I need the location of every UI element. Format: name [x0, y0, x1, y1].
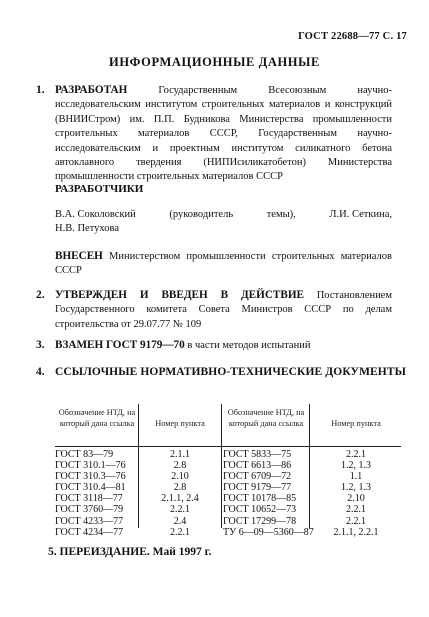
column-header-doc: Обозначение НТД, на который дана ссылка: [58, 408, 136, 428]
introduced-body: Министерством промышленности строительных материалов СССР: [55, 251, 392, 277]
table-cell: ГОСТ 5833—75: [223, 449, 292, 460]
column-header-doc: Обозначение НТД, на который дана ссылка: [227, 408, 305, 428]
table-cell: ГОСТ 6613—86: [223, 460, 292, 472]
section-3-text: [55, 338, 392, 353]
table-cell: ГОСТ 3118—77: [55, 493, 123, 505]
section-2-number: 2.: [36, 289, 45, 301]
developers-title: РАЗРАБОТЧИКИ: [55, 183, 144, 195]
section-1-body: Государственным Всесоюзным научно-исследовательским институтом строительных материалов и конструкций (ВНИИСтром) им. П.П. Будникова Министерства промышленности строительных материалов СССР, Государственным научно-исследовательским и проектным институтом силикатного бетона автоклавного твердения (НИПИсиликатобетон) Министерства промышленности строительных материалов СССР: [55, 85, 392, 183]
table-cell: ГОСТ 83—79: [55, 449, 114, 460]
section-2-body: Постановлением Государственного комитета Совета Министров СССР по делам строительства от 29.07.77 № 109: [55, 290, 392, 330]
table-cell: 1.2, 1.3: [341, 460, 371, 472]
introduced-lead: ВНЕСЕН: [55, 250, 103, 262]
table-cell: 2.1.1, 2.4: [161, 493, 199, 505]
developer-role: темы),: [266, 209, 296, 220]
page-header: ГОСТ 22688—77 С. 17: [298, 31, 407, 42]
section-3-lead: ВЗАМЕН ГОСТ 9179—70: [55, 339, 185, 351]
table-cell: 2.8: [173, 482, 187, 494]
table-cell: ГОСТ 17299—78: [223, 515, 297, 527]
table-cell: 2.2.1: [170, 526, 190, 538]
table-cell: 2.2.1: [346, 449, 366, 460]
table-cell: 2.4: [173, 515, 187, 527]
table-cell: ГОСТ 10178—85: [223, 493, 297, 505]
table-cell: ГОСТ 4233—77: [55, 515, 124, 527]
table-cell: ГОСТ 310.1—76: [55, 460, 126, 472]
section-1-lead: РАЗРАБОТАН: [55, 84, 128, 96]
developers-row: [55, 208, 392, 222]
table-cell: ГОСТ 9179—77: [223, 482, 292, 494]
developers-list: [55, 208, 392, 237]
section-3-body: в части методов испытаний: [184, 340, 311, 351]
section-2-lead: УТВЕРЖДЕН И ВВЕДЕН В ДЕЙСТВИЕ: [55, 289, 304, 301]
introduced-text: [55, 249, 392, 279]
page-title: ИНФОРМАЦИОННЫЕ ДАННЫЕ: [109, 55, 320, 69]
table-header-rule: [55, 446, 401, 447]
table-cell: ГОСТ 3760—79: [55, 504, 124, 516]
table-cell: ГОСТ 310.3—76: [55, 471, 126, 483]
table-cell: 2.2.1: [346, 504, 366, 516]
developer-name: В.А. Соколовский: [55, 209, 136, 220]
table-cell: 2.1.1: [170, 449, 190, 460]
section-3-number: 3.: [36, 339, 45, 351]
section-5-number: 5.: [48, 546, 57, 558]
section-5-text: ПЕРЕИЗДАНИЕ. Май 1997 г.: [59, 546, 212, 558]
section-1-number: 1.: [36, 84, 45, 96]
reissue-note: [48, 546, 211, 558]
table-column-rule: [309, 404, 310, 528]
developer-name: Л.И. Сеткина,: [329, 209, 392, 220]
table-cell: 2.10: [171, 471, 189, 483]
table-cell: ГОСТ 4234—77: [55, 526, 124, 538]
section-4-title: ССЫЛОЧНЫЕ НОРМАТИВНО-ТЕХНИЧЕСКИЕ ДОКУМЕНТЫ: [55, 366, 407, 378]
references-table: [55, 404, 401, 538]
table-cell: ГОСТ 310.4—81: [55, 482, 126, 494]
table-cell: 1.1: [349, 471, 363, 483]
table-cell: 2.10: [347, 493, 365, 505]
column-header-item: Номер пункта: [155, 419, 205, 428]
section-2-text: [55, 288, 392, 332]
table-cell: 2.1.1, 2.2.1: [333, 526, 379, 538]
table-cell: 2.2.1: [170, 504, 190, 516]
developer-name: Н.В. Петухова: [55, 223, 119, 235]
developer-role: (руководитель: [169, 209, 234, 220]
right-doc-column: [223, 449, 314, 538]
table-column-rule: [221, 404, 222, 528]
column-header-item: Номер пункта: [331, 419, 381, 428]
table-cell: ТУ 6—09—5360—87: [223, 526, 314, 538]
section-1-text: [55, 83, 392, 185]
table-cell: 1.2, 1.3: [341, 482, 371, 494]
table-cell: 2.2.1: [346, 515, 366, 527]
table-cell: ГОСТ 6709—72: [223, 471, 292, 483]
right-item-column: [311, 449, 401, 538]
table-cell: 2.8: [173, 460, 187, 472]
left-item-column: [139, 449, 221, 538]
section-4-number: 4.: [36, 366, 45, 378]
left-doc-column: [55, 449, 137, 538]
table-cell: ГОСТ 10652—73: [223, 504, 297, 516]
